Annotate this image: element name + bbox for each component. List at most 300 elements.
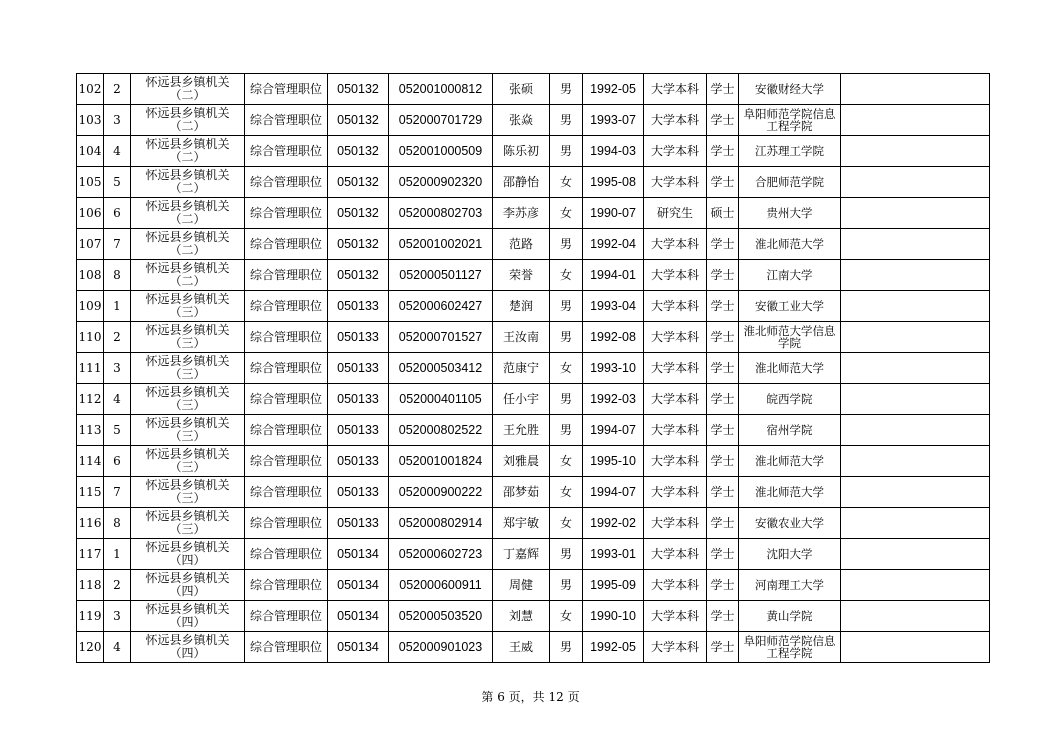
cell-seq: 105 [77,167,104,198]
cell-name: 郑宇敏 [493,508,550,539]
cell-unit [131,384,245,415]
unit-subgroup: （二） [169,181,206,195]
cell-position: 综合管理职位 [245,198,328,229]
table-row [77,632,990,663]
cell-position-code: 050134 [328,601,389,632]
unit-subgroup: （三） [169,491,206,505]
cell-birth: 1995-10 [583,446,644,477]
cell-unit [131,570,245,601]
cell-name: 刘慧 [493,601,550,632]
cell-name: 张焱 [493,105,550,136]
cell-education: 大学本科 [644,477,707,508]
cell-position-code: 050132 [328,136,389,167]
cell-position: 综合管理职位 [245,291,328,322]
cell-position: 综合管理职位 [245,415,328,446]
cell-position: 综合管理职位 [245,477,328,508]
cell-name: 范康宁 [493,353,550,384]
cell-seq: 111 [77,353,104,384]
cell-position-code: 050133 [328,477,389,508]
cell-school: 皖西学院 [739,384,841,415]
cell-remark [841,508,990,539]
cell-position-code: 050132 [328,74,389,105]
cell-no: 7 [104,229,131,260]
unit-subgroup: （三） [169,367,206,381]
cell-exam-number: 052000501127 [389,260,493,291]
unit-subgroup: （三） [169,398,206,412]
cell-seq: 104 [77,136,104,167]
cell-gender: 女 [550,601,583,632]
cell-unit [131,353,245,384]
cell-degree: 学士 [707,353,739,384]
cell-no: 8 [104,260,131,291]
cell-school: 沈阳大学 [739,539,841,570]
cell-name: 陈乐初 [493,136,550,167]
cell-school: 安徽工业大学 [739,291,841,322]
cell-degree: 学士 [707,260,739,291]
cell-name: 王威 [493,632,550,663]
cell-remark [841,198,990,229]
cell-birth: 1992-03 [583,384,644,415]
cell-degree: 硕士 [707,198,739,229]
cell-education: 大学本科 [644,105,707,136]
cell-exam-number: 052000902320 [389,167,493,198]
table-row [77,105,990,136]
cell-name: 邵梦茹 [493,477,550,508]
cell-position: 综合管理职位 [245,229,328,260]
cell-remark [841,539,990,570]
cell-position: 综合管理职位 [245,384,328,415]
cell-gender: 男 [550,632,583,663]
cell-seq: 118 [77,570,104,601]
cell-birth: 1992-05 [583,632,644,663]
unit-subgroup: （二） [169,212,206,226]
table-row [77,198,990,229]
unit-name: 怀远县乡镇机关 [145,385,230,399]
cell-school: 江南大学 [739,260,841,291]
candidate-table [76,73,990,663]
cell-position: 综合管理职位 [245,601,328,632]
cell-exam-number: 052000602427 [389,291,493,322]
cell-exam-number: 052000600911 [389,570,493,601]
cell-unit [131,198,245,229]
cell-remark [841,291,990,322]
unit-subgroup: （二） [169,274,206,288]
unit-name: 怀远县乡镇机关 [145,354,230,368]
cell-school: 淮北师范大学信息学院 [739,322,841,353]
cell-no: 2 [104,570,131,601]
cell-gender: 男 [550,74,583,105]
cell-degree: 学士 [707,167,739,198]
cell-remark [841,446,990,477]
cell-degree: 学士 [707,291,739,322]
cell-exam-number: 052001000509 [389,136,493,167]
cell-unit [131,632,245,663]
cell-position: 综合管理职位 [245,167,328,198]
page-footer: 第 6 页，共 12 页 [481,690,580,704]
cell-degree: 学士 [707,539,739,570]
cell-no: 6 [104,198,131,229]
cell-school: 淮北师范大学 [739,446,841,477]
cell-remark [841,167,990,198]
cell-name: 范路 [493,229,550,260]
cell-exam-number: 052000701729 [389,105,493,136]
cell-seq: 115 [77,477,104,508]
cell-remark [841,105,990,136]
cell-seq: 114 [77,446,104,477]
cell-remark [841,260,990,291]
table-row [77,539,990,570]
cell-unit [131,136,245,167]
cell-birth: 1993-07 [583,105,644,136]
cell-birth: 1992-05 [583,74,644,105]
cell-education: 大学本科 [644,353,707,384]
cell-position: 综合管理职位 [245,570,328,601]
cell-exam-number: 052000901023 [389,632,493,663]
cell-seq: 103 [77,105,104,136]
unit-name: 怀远县乡镇机关 [145,509,230,523]
cell-exam-number: 052000802914 [389,508,493,539]
cell-position: 综合管理职位 [245,446,328,477]
cell-no: 3 [104,353,131,384]
cell-gender: 男 [550,229,583,260]
cell-gender: 男 [550,105,583,136]
unit-subgroup: （三） [169,429,206,443]
unit-name: 怀远县乡镇机关 [145,106,230,120]
unit-name: 怀远县乡镇机关 [145,168,230,182]
cell-name: 王允胜 [493,415,550,446]
cell-name: 荣誉 [493,260,550,291]
cell-birth: 1995-08 [583,167,644,198]
cell-no: 5 [104,415,131,446]
cell-seq: 113 [77,415,104,446]
cell-seq: 119 [77,601,104,632]
table-row [77,477,990,508]
cell-birth: 1994-07 [583,415,644,446]
cell-degree: 学士 [707,570,739,601]
cell-position-code: 050132 [328,260,389,291]
table-row [77,229,990,260]
cell-unit [131,601,245,632]
unit-name: 怀远县乡镇机关 [145,602,230,616]
cell-education: 大学本科 [644,291,707,322]
cell-seq: 112 [77,384,104,415]
unit-subgroup: （三） [169,522,206,536]
cell-birth: 1994-01 [583,260,644,291]
cell-degree: 学士 [707,477,739,508]
cell-no: 4 [104,136,131,167]
cell-seq: 109 [77,291,104,322]
cell-school: 合肥师范学院 [739,167,841,198]
cell-exam-number: 052000802703 [389,198,493,229]
cell-birth: 1992-04 [583,229,644,260]
cell-position-code: 050133 [328,322,389,353]
cell-education: 研究生 [644,198,707,229]
unit-subgroup: （三） [169,305,206,319]
cell-unit [131,167,245,198]
cell-position-code: 050134 [328,632,389,663]
cell-exam-number: 052000503520 [389,601,493,632]
cell-degree: 学士 [707,74,739,105]
cell-birth: 1994-07 [583,477,644,508]
cell-birth: 1993-10 [583,353,644,384]
cell-exam-number: 052001001824 [389,446,493,477]
table-row [77,136,990,167]
cell-degree: 学士 [707,229,739,260]
cell-school: 江苏理工学院 [739,136,841,167]
cell-education: 大学本科 [644,322,707,353]
unit-subgroup: （二） [169,119,206,133]
cell-no: 3 [104,601,131,632]
cell-position: 综合管理职位 [245,353,328,384]
table-row [77,601,990,632]
unit-name: 怀远县乡镇机关 [145,292,230,306]
cell-name: 邵静怡 [493,167,550,198]
cell-no: 2 [104,74,131,105]
cell-position-code: 050132 [328,229,389,260]
unit-name: 怀远县乡镇机关 [145,540,230,554]
cell-unit [131,415,245,446]
cell-position: 综合管理职位 [245,260,328,291]
cell-position: 综合管理职位 [245,74,328,105]
table-row [77,74,990,105]
cell-degree: 学士 [707,384,739,415]
table-row [77,415,990,446]
cell-name: 张硕 [493,74,550,105]
cell-position-code: 050132 [328,198,389,229]
cell-seq: 106 [77,198,104,229]
cell-education: 大学本科 [644,415,707,446]
cell-degree: 学士 [707,136,739,167]
cell-no: 1 [104,539,131,570]
cell-gender: 女 [550,260,583,291]
cell-school: 安徽财经大学 [739,74,841,105]
cell-position-code: 050132 [328,167,389,198]
unit-name: 怀远县乡镇机关 [145,75,230,89]
cell-gender: 男 [550,539,583,570]
cell-position: 综合管理职位 [245,105,328,136]
cell-remark [841,74,990,105]
cell-name: 楚润 [493,291,550,322]
cell-remark [841,632,990,663]
cell-remark [841,384,990,415]
cell-gender: 女 [550,446,583,477]
cell-no: 5 [104,167,131,198]
unit-subgroup: （二） [169,88,206,102]
cell-education: 大学本科 [644,74,707,105]
cell-degree: 学士 [707,508,739,539]
cell-exam-number: 052000602723 [389,539,493,570]
cell-seq: 120 [77,632,104,663]
cell-unit [131,105,245,136]
cell-education: 大学本科 [644,384,707,415]
cell-seq: 110 [77,322,104,353]
cell-education: 大学本科 [644,570,707,601]
table-row [77,446,990,477]
cell-gender: 男 [550,291,583,322]
cell-remark [841,229,990,260]
cell-remark [841,353,990,384]
cell-no: 4 [104,632,131,663]
cell-unit [131,477,245,508]
table-row [77,167,990,198]
cell-name: 周健 [493,570,550,601]
cell-no: 8 [104,508,131,539]
cell-exam-number: 052000401105 [389,384,493,415]
cell-no: 7 [104,477,131,508]
cell-position: 综合管理职位 [245,322,328,353]
unit-name: 怀远县乡镇机关 [145,261,230,275]
cell-seq: 108 [77,260,104,291]
cell-position-code: 050134 [328,570,389,601]
cell-no: 6 [104,446,131,477]
cell-position-code: 050133 [328,384,389,415]
cell-remark [841,415,990,446]
table-body [77,74,990,663]
cell-birth: 1995-09 [583,570,644,601]
cell-position: 综合管理职位 [245,508,328,539]
cell-birth: 1992-02 [583,508,644,539]
cell-degree: 学士 [707,632,739,663]
cell-education: 大学本科 [644,167,707,198]
unit-name: 怀远县乡镇机关 [145,199,230,213]
cell-school: 淮北师范大学 [739,353,841,384]
cell-education: 大学本科 [644,260,707,291]
cell-name: 李苏彦 [493,198,550,229]
cell-gender: 男 [550,322,583,353]
cell-position-code: 050133 [328,353,389,384]
unit-name: 怀远县乡镇机关 [145,447,230,461]
cell-degree: 学士 [707,322,739,353]
cell-remark [841,477,990,508]
table-row [77,384,990,415]
table-row [77,260,990,291]
cell-position-code: 050132 [328,105,389,136]
cell-education: 大学本科 [644,601,707,632]
cell-school: 黄山学院 [739,601,841,632]
cell-birth: 1993-04 [583,291,644,322]
cell-school: 阜阳师范学院信息工程学院 [739,632,841,663]
cell-birth: 1992-08 [583,322,644,353]
cell-gender: 男 [550,570,583,601]
cell-unit [131,446,245,477]
cell-no: 4 [104,384,131,415]
unit-subgroup: （三） [169,460,206,474]
cell-degree: 学士 [707,446,739,477]
cell-unit [131,322,245,353]
cell-unit [131,291,245,322]
cell-degree: 学士 [707,105,739,136]
cell-gender: 女 [550,508,583,539]
cell-unit [131,74,245,105]
table-row [77,570,990,601]
cell-exam-number: 052000503412 [389,353,493,384]
cell-school: 淮北师范大学 [739,477,841,508]
unit-name: 怀远县乡镇机关 [145,416,230,430]
cell-unit [131,508,245,539]
cell-name: 任小宇 [493,384,550,415]
cell-remark [841,601,990,632]
cell-position-code: 050133 [328,291,389,322]
cell-seq: 102 [77,74,104,105]
cell-name: 王汝南 [493,322,550,353]
cell-gender: 男 [550,136,583,167]
unit-name: 怀远县乡镇机关 [145,478,230,492]
cell-name: 丁嘉辉 [493,539,550,570]
cell-position: 综合管理职位 [245,136,328,167]
cell-position-code: 050133 [328,415,389,446]
cell-school: 阜阳师范学院信息工程学院 [739,105,841,136]
cell-birth: 1993-01 [583,539,644,570]
cell-school: 贵州大学 [739,198,841,229]
cell-unit [131,260,245,291]
cell-exam-number: 052000802522 [389,415,493,446]
cell-birth: 1994-03 [583,136,644,167]
cell-education: 大学本科 [644,539,707,570]
cell-gender: 女 [550,167,583,198]
cell-remark [841,136,990,167]
cell-school: 安徽农业大学 [739,508,841,539]
cell-degree: 学士 [707,601,739,632]
cell-position-code: 050133 [328,446,389,477]
cell-no: 2 [104,322,131,353]
cell-seq: 116 [77,508,104,539]
cell-remark [841,322,990,353]
cell-gender: 女 [550,477,583,508]
cell-gender: 女 [550,198,583,229]
cell-position-code: 050133 [328,508,389,539]
unit-subgroup: （三） [169,336,206,350]
unit-subgroup: （四） [169,584,206,598]
cell-name: 刘雅晨 [493,446,550,477]
unit-name: 怀远县乡镇机关 [145,230,230,244]
cell-position: 综合管理职位 [245,539,328,570]
unit-subgroup: （四） [169,553,206,567]
table-row [77,291,990,322]
unit-subgroup: （四） [169,646,206,660]
unit-subgroup: （二） [169,150,206,164]
cell-gender: 女 [550,353,583,384]
cell-unit [131,539,245,570]
cell-education: 大学本科 [644,632,707,663]
cell-gender: 男 [550,384,583,415]
cell-exam-number: 052001000812 [389,74,493,105]
cell-education: 大学本科 [644,508,707,539]
cell-position-code: 050134 [328,539,389,570]
cell-education: 大学本科 [644,229,707,260]
cell-education: 大学本科 [644,446,707,477]
unit-subgroup: （四） [169,615,206,629]
cell-unit [131,229,245,260]
table-row [77,508,990,539]
cell-school: 淮北师范大学 [739,229,841,260]
unit-name: 怀远县乡镇机关 [145,137,230,151]
cell-degree: 学士 [707,415,739,446]
cell-position: 综合管理职位 [245,632,328,663]
unit-subgroup: （二） [169,243,206,257]
cell-seq: 117 [77,539,104,570]
cell-school: 宿州学院 [739,415,841,446]
cell-no: 1 [104,291,131,322]
table-row [77,353,990,384]
cell-remark [841,570,990,601]
cell-exam-number: 052000900222 [389,477,493,508]
table-row [77,322,990,353]
cell-birth: 1990-07 [583,198,644,229]
cell-birth: 1990-10 [583,601,644,632]
unit-name: 怀远县乡镇机关 [145,571,230,585]
cell-gender: 男 [550,415,583,446]
cell-exam-number: 052001002021 [389,229,493,260]
